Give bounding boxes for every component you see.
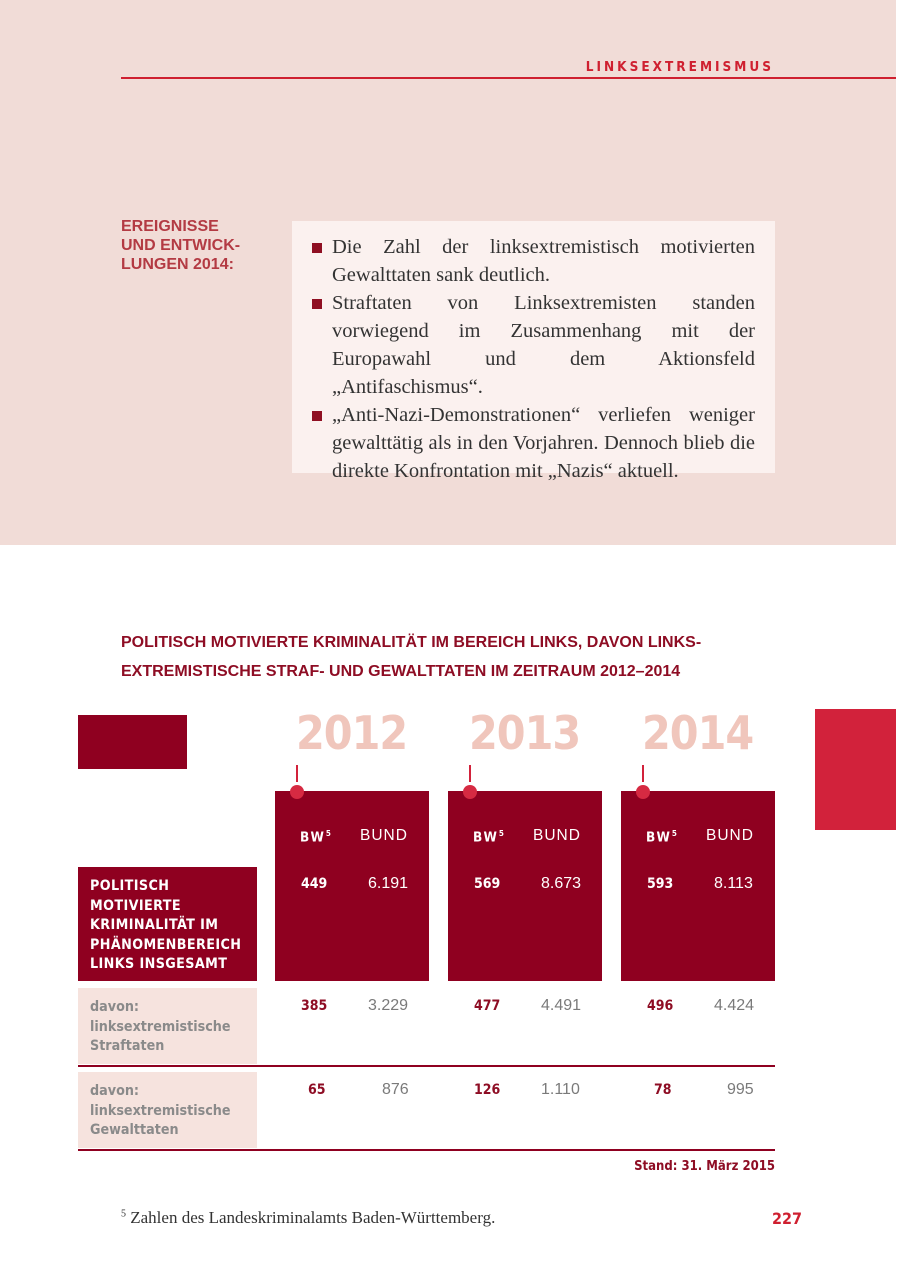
row-label-line: Straftaten [90, 1038, 165, 1054]
row-label-line: davon: [90, 1083, 140, 1099]
table-cell: 1.110 [541, 1081, 580, 1098]
year-tick [642, 765, 644, 782]
table-cell: 995 [727, 1081, 754, 1098]
events-heading-line: EREIGNISSE [121, 218, 219, 235]
year-label: 2013 [469, 706, 581, 760]
chapter-tab [815, 709, 896, 830]
column-header-bw: $BW^5$ [300, 829, 331, 846]
column-header-bund: BUND [706, 827, 754, 844]
events-list [312, 233, 755, 485]
page-number: 227 [771, 1209, 802, 1228]
row-label-line: KRIMINALITÄT IM [90, 917, 219, 933]
event-text: Straftaten von Linksextremisten standen vorwiegend im Zusammenhang mit der Europawahl und dem Aktionsfeld „Antifaschismus“. [332, 292, 755, 398]
column-header-bw: $BW^5$ [646, 829, 677, 846]
event-text: „Anti-Nazi-Demonstrationen“ verliefen weniger gewalttätig als in den Vorjahren. Dennoch blieb die direkte Konfrontation mit „Nazis“ aktuell. [332, 404, 755, 482]
square-bullet-icon [312, 411, 322, 421]
table-cell: 876 [382, 1081, 409, 1098]
table-cell: 3.229 [368, 997, 409, 1014]
event-text: Die Zahl der linksextremistisch motivierten Gewalttaten sank deutlich. [332, 236, 755, 286]
table-cell: 126 [474, 1082, 501, 1098]
row-divider [78, 1065, 775, 1067]
year-label: 2012 [296, 706, 408, 760]
column-header-bw: $BW^5$ [473, 829, 504, 846]
footnote [121, 1208, 495, 1228]
events-box [292, 221, 775, 482]
table-cell: 8.673 [541, 875, 582, 892]
year-dot [290, 785, 304, 799]
footnote-marker: 5 [121, 1208, 126, 1220]
row-label-line: LINKS INSGESAMT [90, 956, 228, 972]
table-cell: 4.424 [714, 997, 755, 1014]
row-label-total [78, 867, 257, 981]
row-label-gewalttaten [78, 1072, 257, 1148]
legend-box [78, 715, 187, 769]
table-title [121, 628, 761, 686]
table-title-line: POLITISCH MOTIVIERTE KRIMINALITÄT IM BEREICH LINKS, DAVON LINKS- [121, 634, 702, 651]
table-cell: 449 [301, 876, 328, 892]
list-item [312, 289, 755, 401]
row-label-line: linksextremistische [90, 1018, 231, 1035]
header-rule [121, 77, 896, 79]
table-cell: 593 [647, 876, 674, 892]
year-tick [469, 765, 471, 782]
year-dot [463, 785, 477, 799]
events-heading-line: LUNGEN 2014: [121, 256, 234, 273]
table-cell: 8.113 [714, 875, 753, 892]
square-bullet-icon [312, 243, 322, 253]
row-label-line: linksextremistische [90, 1102, 231, 1119]
events-heading [121, 217, 271, 274]
table-cell: 4.491 [541, 997, 582, 1014]
table-cell: 78 [654, 1082, 672, 1098]
row-divider [78, 1149, 775, 1151]
section-header: LINKSEXTREMISMUS [585, 59, 774, 75]
table-cell: 385 [301, 998, 328, 1014]
table-cell: 6.191 [368, 875, 409, 892]
row-label-line: davon: [90, 999, 140, 1015]
row-label-line: PHÄNOMENBEREICH [90, 936, 242, 953]
data-date: Stand: 31. März 2015 [634, 1159, 775, 1174]
year-tick [296, 765, 298, 782]
year-dot [636, 785, 650, 799]
table-title-line: EXTREMISTISCHE STRAF- UND GEWALTTATEN IM ZEITRAUM 2012–2014 [121, 663, 681, 680]
square-bullet-icon [312, 299, 322, 309]
list-item [312, 401, 755, 485]
events-heading-line: UND ENTWICK- [121, 237, 241, 254]
column-header-bund: BUND [360, 827, 408, 844]
table-cell: 569 [474, 876, 501, 892]
table-cell: 477 [474, 998, 501, 1014]
table-cell: 496 [647, 998, 674, 1014]
column-header-bund: BUND [533, 827, 581, 844]
table-cell: 65 [308, 1082, 326, 1098]
footnote-text: Zahlen des Landeskriminalamts Baden-Württemberg. [130, 1208, 496, 1227]
row-label-straftaten [78, 988, 257, 1064]
list-item [312, 233, 755, 289]
year-label: 2014 [642, 706, 754, 760]
row-label-line: Gewalttaten [90, 1122, 179, 1138]
row-label-line: POLITISCH MOTIVIERTE [90, 878, 181, 914]
